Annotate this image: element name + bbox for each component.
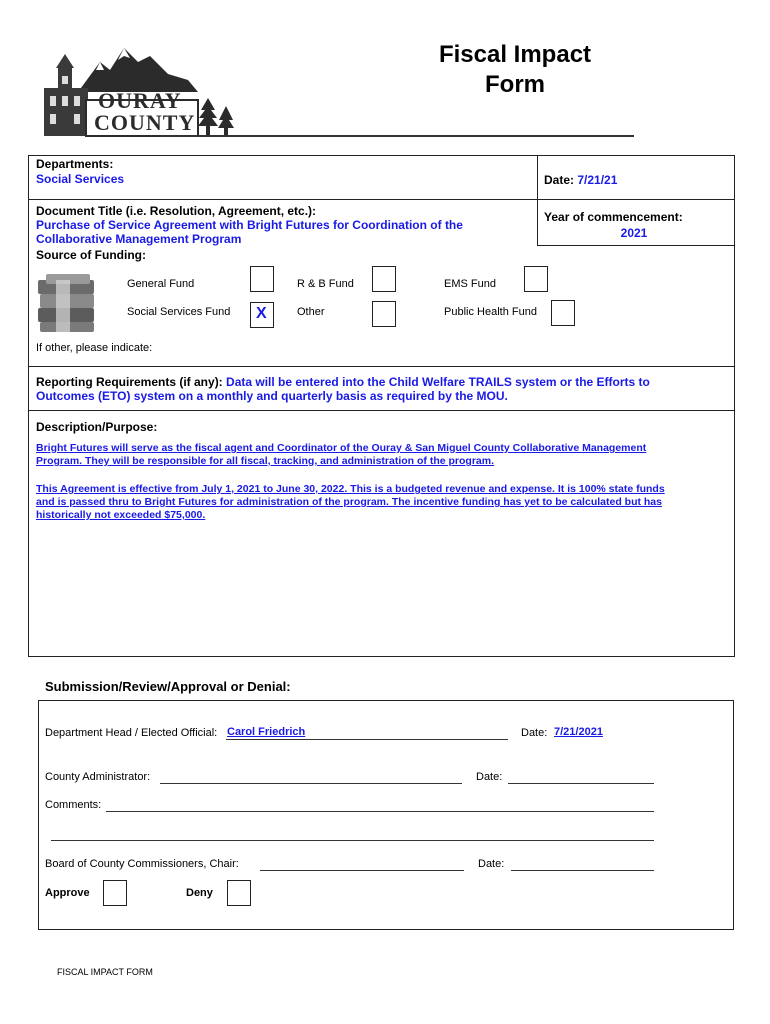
date-field — [544, 173, 617, 187]
dept-head-signature-line[interactable] — [226, 739, 508, 740]
submission-heading: Submission/Review/Approval or Denial: — [45, 679, 291, 694]
rb-fund-checkbox[interactable] — [372, 266, 396, 292]
ems-fund-label: EMS Fund — [444, 278, 496, 290]
rb-fund-label: R & B Fund — [297, 278, 354, 290]
description-colon: : — [153, 420, 158, 434]
description-para2-line3: historically not exceeded $75,000. — [36, 509, 206, 521]
date-label: Date: — [544, 173, 575, 187]
board-signature-line[interactable] — [260, 870, 464, 871]
dept-head-value[interactable]: Carol Friedrich — [227, 726, 306, 738]
approve-checkbox[interactable] — [103, 880, 127, 906]
year-value[interactable]: 2021 — [620, 226, 648, 240]
document-title-value[interactable] — [36, 218, 463, 246]
form-title-line2: Form — [485, 71, 545, 98]
dept-head-label: Department Head / Elected Official: — [45, 727, 218, 739]
date-value[interactable]: 7/21/21 — [577, 173, 618, 187]
description-para2[interactable] — [36, 483, 730, 522]
description-para2-line2: and is passed thru to Bright Futures for administration of the program. The incentive funding has yet to be calculated but has — [36, 496, 662, 508]
divider-funding-bottom — [28, 366, 735, 367]
document-title-label: Document Title (i.e. Resolution, Agreement, etc.): — [36, 204, 317, 218]
logo-text-top: OURAY — [98, 88, 182, 113]
divider-reporting-bottom — [28, 410, 735, 411]
form-title — [420, 40, 610, 100]
reporting-value-line1[interactable]: Data will be entered into the Child Welfare TRAILS system or the Efforts to — [226, 375, 650, 389]
comments-line-2[interactable] — [51, 840, 654, 841]
divider-date-vertical — [537, 155, 538, 245]
if-other-label: If other, please indicate: — [36, 342, 153, 354]
other-fund-label: Other — [297, 306, 325, 318]
description-para1-line1: Bright Futures will serve as the fiscal agent and Coordinator of the Ouray & San Miguel County Collaborative Management — [36, 442, 647, 454]
approve-label: Approve — [45, 887, 90, 899]
year-label: Year of commencement: — [544, 210, 683, 224]
county-admin-signature-line[interactable] — [160, 783, 462, 784]
deny-checkbox[interactable] — [227, 880, 251, 906]
general-fund-label: General Fund — [127, 278, 195, 290]
description-para2-line1: This Agreement is effective from July 1, 2021 to June 30, 2022. This is a budgeted revenue and expense. It is 100% state funds — [36, 483, 665, 495]
description-para1[interactable] — [36, 442, 730, 468]
reporting-label: Reporting Requirements (if any): — [36, 375, 223, 389]
county-logo — [38, 40, 238, 140]
board-date-label: Date: — [478, 858, 505, 870]
social-services-mark: X — [256, 305, 267, 322]
header-rule — [160, 135, 634, 137]
dept-head-date-value[interactable]: 7/21/2021 — [554, 726, 603, 738]
comments-line-1[interactable] — [106, 811, 654, 812]
reporting-value-line2[interactable]: Outcomes (ETO) system on a monthly and quarterly basis as required by the MOU. — [36, 389, 508, 403]
other-fund-checkbox[interactable] — [372, 301, 396, 327]
general-fund-checkbox[interactable] — [250, 266, 274, 292]
ems-fund-checkbox[interactable] — [524, 266, 548, 292]
footer-text: FISCAL IMPACT FORM — [57, 967, 153, 977]
dept-head-date-label: Date: — [521, 727, 548, 739]
departments-label: Departments: — [36, 157, 114, 171]
departments-value[interactable]: Social Services — [36, 172, 125, 186]
funding-label: Source of Funding: — [36, 248, 146, 262]
public-health-fund-checkbox[interactable] — [551, 300, 575, 326]
description-para1-line2: Program. They will be responsible for all fiscal, tracking, and administration of the program. — [36, 455, 495, 467]
county-admin-date-line[interactable] — [508, 783, 654, 784]
description-heading — [36, 420, 157, 434]
county-admin-label: County Administrator: — [45, 771, 151, 783]
social-services-fund-checkbox[interactable] — [250, 302, 274, 328]
logo-text-bottom: COUNTY — [94, 110, 196, 135]
document-title-line1: Purchase of Service Agreement with Bright Futures for Coordination of the — [36, 218, 463, 232]
public-health-fund-label: Public Health Fund — [444, 306, 537, 318]
board-date-line[interactable] — [511, 870, 654, 871]
document-title-line2: Collaborative Management Program — [36, 232, 242, 246]
social-services-fund-label: Social Services Fund — [127, 306, 231, 318]
reporting-section — [36, 375, 726, 403]
description-label: Description/Purpose — [36, 420, 154, 434]
money-stack-icon — [36, 272, 98, 334]
board-label: Board of County Commissioners, Chair: — [45, 858, 239, 870]
county-admin-date-label: Date: — [476, 771, 503, 783]
form-title-line1: Fiscal Impact — [438, 41, 592, 68]
divider-date-bottom — [537, 245, 735, 246]
comments-label: Comments: — [45, 799, 102, 811]
deny-label: Deny — [186, 887, 213, 899]
divider-departments — [28, 199, 735, 200]
